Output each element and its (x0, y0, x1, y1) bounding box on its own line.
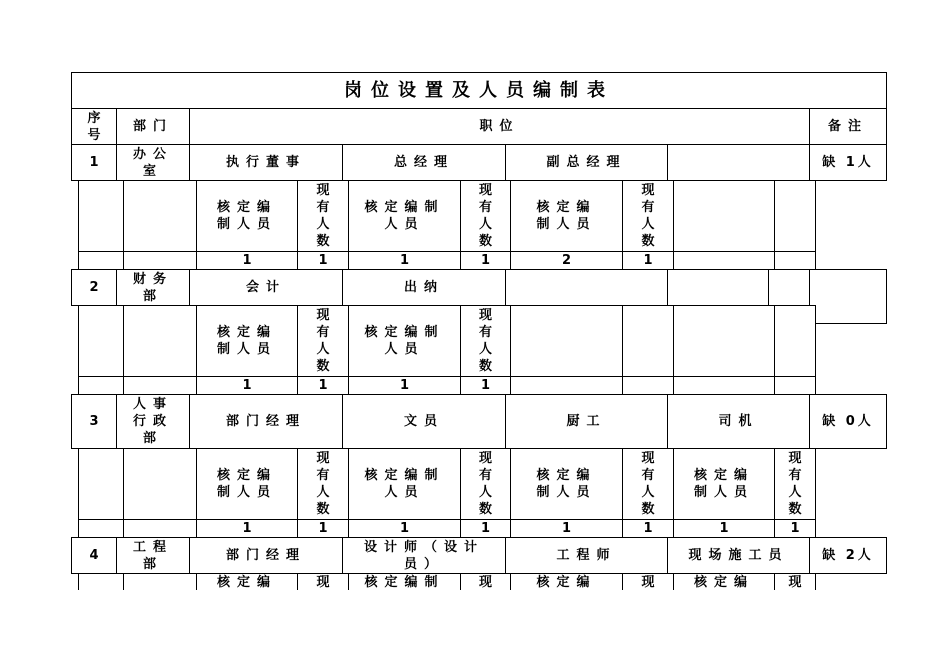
row3-position-2: 文员 (342, 394, 506, 449)
row1-current-label-2: 现有人数 (460, 180, 511, 252)
row2-count-3: 1 (348, 376, 461, 395)
row3-note: 缺 0人 (809, 394, 887, 449)
header-dept: 部门 (116, 108, 190, 145)
row1-sub-blank-1 (78, 180, 124, 252)
row1-count-6: 1 (622, 251, 674, 270)
row1-position-4 (667, 144, 810, 181)
row3-approved-label-4: 核定编制人员 (673, 448, 775, 520)
row2-sub-blank-2 (123, 305, 197, 377)
row2-approved-label-1: 核定编制人员 (196, 305, 298, 377)
row1-count-1: 1 (196, 251, 298, 270)
row4-position-1: 部门经理 (189, 537, 343, 574)
row3-current-label-3: 现有人数 (622, 448, 674, 520)
row3-approved-label-1: 核定编制人员 (196, 448, 298, 520)
row2-position-5 (768, 269, 810, 306)
row3-position-1: 部门经理 (189, 394, 343, 449)
row2-count-blank-6 (774, 376, 816, 395)
row3-position-4: 司机 (667, 394, 810, 449)
row1-count-blank-3 (673, 251, 775, 270)
header-seq: 序号 (71, 108, 117, 145)
row3-count-7: 1 (673, 519, 775, 538)
row3-current-label-4: 现有人数 (774, 448, 816, 520)
row1-position-1: 执行董事 (189, 144, 343, 181)
row3-count-5: 1 (510, 519, 623, 538)
row3-current-label-1: 现有人数 (297, 448, 349, 520)
row1-count-blank-4 (774, 251, 816, 270)
row4-note: 缺 2人 (809, 537, 887, 574)
row2-note (809, 269, 887, 324)
row2-count-blank-3 (510, 376, 623, 395)
row4-position-2: 设计师（设计员） (342, 537, 506, 574)
header-position: 职位 (189, 108, 810, 145)
row3-approved-label-2: 核定编制人员 (348, 448, 461, 520)
row2-count-2: 1 (297, 376, 349, 395)
row2-position-4 (667, 269, 769, 306)
row1-note: 缺 1人 (809, 144, 887, 181)
row4-approved-label-4: 核定编 (673, 573, 775, 591)
row3-dept: 人事行政部 (116, 394, 190, 449)
row1-count-blank-2 (123, 251, 197, 270)
row1-count-2: 1 (297, 251, 349, 270)
row1-sub-blank-4 (774, 180, 816, 252)
row4-current-label-4: 现 (774, 573, 816, 591)
row1-current-label-1: 现有人数 (297, 180, 349, 252)
row4-current-label-2: 现 (460, 573, 511, 591)
row4-current-label-1: 现 (297, 573, 349, 591)
row3-approved-label-3: 核定编制人员 (510, 448, 623, 520)
row4-approved-label-3: 核定编 (510, 573, 623, 591)
row3-count-1: 1 (196, 519, 298, 538)
row3-count-4: 1 (460, 519, 511, 538)
row2-sub-blank-3 (510, 305, 623, 377)
header-note: 备注 (809, 108, 887, 145)
row1-current-label-3: 现有人数 (622, 180, 674, 252)
row1-count-4: 1 (460, 251, 511, 270)
row2-count-1: 1 (196, 376, 298, 395)
row1-dept: 办公室 (116, 144, 190, 181)
row1-position-3: 副总经理 (505, 144, 668, 181)
row2-position-2: 出纳 (342, 269, 506, 306)
row4-approved-label-1: 核定编 (196, 573, 298, 591)
row1-count-blank-1 (78, 251, 124, 270)
row1-count-3: 1 (348, 251, 461, 270)
row3-count-6: 1 (622, 519, 674, 538)
row1-position-2: 总经理 (342, 144, 506, 181)
row4-dept: 工程部 (116, 537, 190, 574)
row3-count-blank-2 (123, 519, 197, 538)
page-title: 岗位设置及人员编制表 (71, 72, 887, 109)
row2-count-blank-1 (78, 376, 124, 395)
row3-seq: 3 (71, 394, 117, 449)
row1-sub-blank-3 (673, 180, 775, 252)
row3-count-8: 1 (774, 519, 816, 538)
row4-sub-blank-2 (123, 573, 197, 591)
row2-current-label-1: 现有人数 (297, 305, 349, 377)
row3-count-3: 1 (348, 519, 461, 538)
row2-count-4: 1 (460, 376, 511, 395)
row4-approved-label-2: 核定编制 (348, 573, 461, 591)
row3-sub-blank-2 (123, 448, 197, 520)
row2-seq: 2 (71, 269, 117, 306)
row2-sub-blank-5 (673, 305, 775, 377)
row2-sub-blank-4 (622, 305, 674, 377)
row1-sub-blank-2 (123, 180, 197, 252)
row2-count-blank-4 (622, 376, 674, 395)
row1-approved-label-3: 核定编制人员 (510, 180, 623, 252)
row2-position-1: 会计 (189, 269, 343, 306)
row2-sub-blank-1 (78, 305, 124, 377)
row2-approved-label-2: 核定编制人员 (348, 305, 461, 377)
row2-current-label-2: 现有人数 (460, 305, 511, 377)
row1-count-5: 2 (510, 251, 623, 270)
row4-position-3: 工程师 (505, 537, 668, 574)
row2-count-blank-5 (673, 376, 775, 395)
row4-current-label-3: 现 (622, 573, 674, 591)
row3-current-label-2: 现有人数 (460, 448, 511, 520)
row3-count-blank-1 (78, 519, 124, 538)
row1-seq: 1 (71, 144, 117, 181)
row2-count-blank-2 (123, 376, 197, 395)
row2-position-3 (505, 269, 668, 306)
row2-sub-blank-6 (774, 305, 816, 377)
row3-sub-blank-1 (78, 448, 124, 520)
row4-sub-blank-1 (78, 573, 124, 591)
row2-dept: 财务部 (116, 269, 190, 306)
row1-approved-label-1: 核定编制人员 (196, 180, 298, 252)
row3-count-2: 1 (297, 519, 349, 538)
row3-position-3: 厨工 (505, 394, 668, 449)
page-bottom-margin (0, 590, 950, 672)
row4-position-4: 现场施工员 (667, 537, 810, 574)
row4-seq: 4 (71, 537, 117, 574)
row1-approved-label-2: 核定编制人员 (348, 180, 461, 252)
